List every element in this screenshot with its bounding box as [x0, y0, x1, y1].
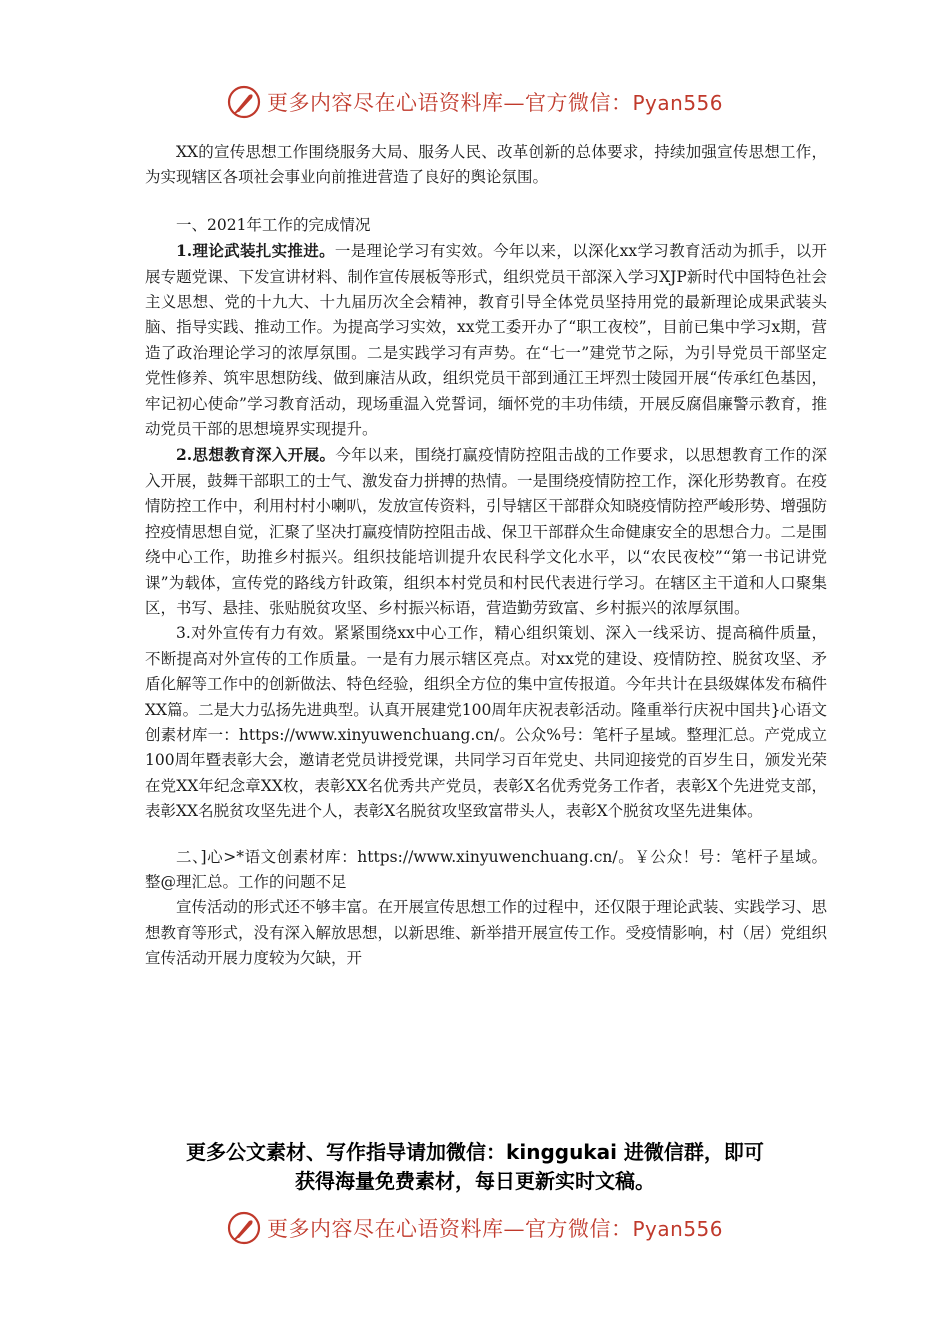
item1-paragraph: [145, 238, 827, 442]
intro-paragraph: XX的宣传思想工作围绕服务大局、服务人民、改革创新的总体要求，持续加强宣传思想工作，为实现辖区各项社会事业向前推进营造了良好的舆论氛围。: [145, 143, 827, 187]
banner-handle: Pyan556: [632, 1217, 723, 1241]
promo-line-2: 获得海量免费素材，每日更新实时文稿。: [295, 1169, 655, 1193]
item1-lead: 1.理论武装扎实推进。: [176, 241, 335, 261]
promo-notice: [60, 1138, 890, 1196]
document-body: [145, 140, 827, 972]
banner-site-label: 更多内容尽在心语资料库—官方微信：: [266, 1217, 633, 1241]
item2-text: 今年以来，围绕打赢疫情防控阻击战的工作要求，以思想教育工作的深入开展，鼓舞干部职工的士气、激发奋力拼搏的热情。一是围绕疫情防控工作，深化形势教育。在疫情防控工作中，利用村村小喇叭，发放宣传资料，引导辖区干部群众知晓疫情防控严峻形势、增强防控疫情思想自觉，汇聚了坚决打赢疫情防控阻击战、保卫干部群众生命健康安全的思想合力。二是围绕中心工作，助推乡村振兴。组织技能培训提升农民科学文化水平，以“农民夜校”“第一书记讲党课”为载体，宣传党的路线方针政策，组织本村党员和村民代表进行学习。在辖区主干道和人口聚集区，书写、悬挂、张贴脱贫攻坚、乡村振兴标语，营造勤劳致富、乡村振兴的浓厚氛围。: [145, 446, 828, 617]
footer-banner: [0, 1208, 950, 1248]
item3-paragraph: 3.对外宣传有力有效。紧紧围绕xx中心工作，精心组织策划、深入一线采访、提高稿件质量，不断提高对外宣传的工作质量。一是有力展示辖区亮点。对xx党的建设、疫情防控、脱贫攻坚、矛盾化解等工作中的创新做法、特色经验，组织全方位的集中宣传报道。今年共计在县级媒体发布稿件XX篇。二是大力弘扬先进典型。认真开展建党100周年庆祝表彰活动。隆重举行庆祝中国共}心语文创素材库一：https://www.xinyuwenchuang.cn/。公众%号：笔杆子星域。整理汇总。产党成立100周年暨表彰大会，邀请老党员讲授党课，共同学习百年党史、共同迎接党的百岁生日，颁发光荣在党XX年纪念章XX枚，表彰XX名优秀共产党员，表彰X名优秀党务工作者，表彰X个先进党支部，表彰XX名脱贫攻坚先进个人，表彰X名脱贫攻坚致富带头人，表彰X个脱贫攻坚先进集体。: [145, 624, 828, 821]
banner-site-text: [267, 87, 723, 117]
banner-site-label: 更多内容尽在心语资料库—官方微信：: [266, 91, 633, 115]
banner-site-text: [267, 1213, 723, 1243]
section1-heading: 一、2021年工作的完成情况: [176, 215, 371, 234]
quill-logo-icon: [227, 1211, 261, 1245]
item1-text: 一是理论学习有实效。今年以来，以深化xx学习教育活动为抓手，以开展专题党课、下发宣讲材料、制作宣传展板等形式，组织党员干部深入学习XJP新时代中国特色社会主义思想、党的十九大、十九届历次全会精神，教育引导全体党员坚持用党的最新理论成果武装头脑、指导实践、推动工作。为提高学习实效，xx党工委开办了“职工夜校”，目前已集中学习x期，营造了政治理论学习的浓厚氛围。二是实践学习有声势。在“七一”建党节之际，为引导党员干部坚定党性修养、筑牢思想防线、做到廉洁从政，组织党员干部到通江王坪烈士陵园开展“传承红色基因，牢记初心使命”学习教育活动，现场重温入党誓词，缅怀党的丰功伟绩，开展反腐倡廉警示教育，推动党员干部的思想境界实现提升。: [145, 242, 827, 439]
promo-line-1: 更多公文素材、写作指导请加微信：kinggukai 进微信群，即可: [186, 1140, 764, 1164]
problem-paragraph: 宣传活动的形式还不够丰富。在开展宣传思想工作的过程中，还仅限于理论武装、实践学习、思想教育等形式，没有深入解放思想，以新思维、新举措开展宣传工作。受疫情影响，村（居）党组织宣传活动开展力度较为欠缺，开: [145, 898, 828, 968]
quill-logo-icon: [227, 85, 261, 119]
banner-handle: Pyan556: [632, 91, 723, 115]
section2-heading: 二、]心>*语文创素材库：https://www.xinyuwenchuang.cn/。￥公众！号：笔杆子星域。整@理汇总。工作的问题不足: [145, 847, 827, 891]
item2-lead: 2.思想教育深入开展。: [176, 445, 336, 465]
header-banner: [0, 82, 950, 122]
item2-paragraph: [145, 442, 827, 621]
